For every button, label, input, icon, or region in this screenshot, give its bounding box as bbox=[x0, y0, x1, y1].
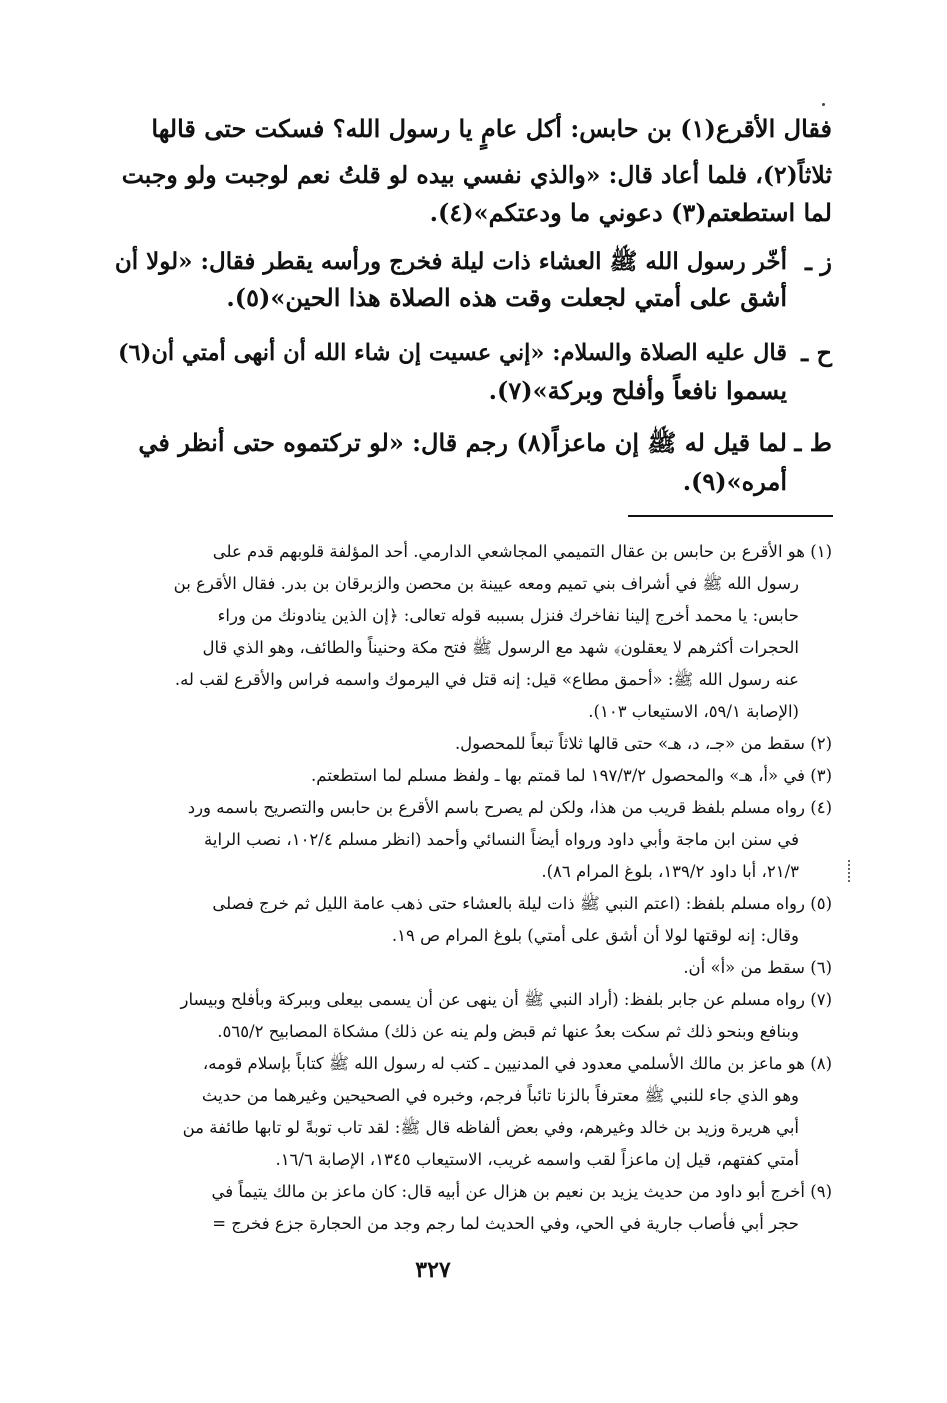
footnote-line: أمتي كفتهم، قيل إن ماعزاً لقب واسمه غريب، الاستيعاب ١٣٤٥، الإصابة ١٦/٦. bbox=[275, 1150, 799, 1169]
item-label-zay: ز ـ bbox=[805, 247, 832, 276]
footnote-line: عنه رسول الله ﷺ: «أحمق مطاع» قيل: إنه قتل في اليرموك واسمه فراس والأقرع لقب له. bbox=[174, 670, 799, 689]
footnote-line: (٣) في «أ، هـ» والمحصول ١٩٧/٣/٢ لما قمتم بها ـ ولفظ مسلم لما استطعتم. bbox=[311, 766, 832, 785]
footnote-line: في سنن ابن ماجة وأبي داود ورواه أيضاً النسائي وأحمد (انظر مسلم ١٠٢/٤، نصب الراية bbox=[204, 830, 799, 849]
item-label-ha: ح ـ bbox=[801, 338, 832, 367]
footnote-line: الحجرات أكثرهم لا يعقلون﴾ شهد مع الرسول ﷺ فتح مكة وحنيناً والطائف، وهو الذي قال bbox=[202, 638, 799, 657]
footnote-line: (٧) رواه مسلم عن جابر بلفظ: (أراد النبي ﷺ أن ينهى عن أن يسمى بيعلى وببركة وبأفلح وبيسار bbox=[180, 990, 832, 1009]
footnote-line: (٥) رواه مسلم بلفظ: (اعتم النبي ﷺ ذات ليلة بالعشاء حتى ذهب عامة الليل ثم خرج فصلى bbox=[212, 894, 832, 913]
page-number: ٣٢٧ bbox=[415, 1257, 451, 1283]
main-line: لما استطعتم(٣) دعوني ما ودعتكم»(٤). bbox=[429, 198, 832, 227]
footnote-line: (٩) أخرج أبو داود من حديث يزيد بن نعيم بن هزال عن أبيه قال: كان ماعز بن مالك يتيماً في bbox=[211, 1182, 832, 1201]
footnote-line: (٢) سقط من «جـ، د، هـ» حتى قالها ثلاثاً تبعاً للمحصول. bbox=[454, 734, 832, 753]
main-line: أشق على أمتي لجعلت وقت هذه الصلاة هذا الحين»(٥). bbox=[226, 283, 787, 312]
footnote-line: وقال: إنه لوقتها لولا أن أشق على أمتي) بلوغ المرام ص ١٩. bbox=[391, 926, 799, 945]
main-line: فقال الأقرع(١) بن حابس: أكل عامٍ يا رسول الله؟ فسكت حتى قالها bbox=[151, 114, 832, 143]
margin-mark bbox=[848, 860, 852, 882]
main-line: ثلاثاً(٢)، فلما أعاد قال: «والذي نفسي بيده لو قلتُ نعم لوجبت ولو وجبت bbox=[121, 161, 832, 189]
footnote-line: (٦) سقط من «أ» أن. bbox=[683, 958, 832, 977]
main-line: قال عليه الصلاة والسلام: «إني عسيت إن شاء الله أن أنهى أمتي أن(٦) bbox=[117, 340, 787, 366]
footnote-line: (٨) هو ماعز بن مالك الأسلمي معدود في المدنيين ـ كتب له رسول الله ﷺ كتاباً بإسلام قومه، bbox=[202, 1054, 832, 1073]
footnote-line: ٢١/٣، أبا داود ١٣٩/٢، بلوغ المرام ٨٦). bbox=[541, 862, 799, 881]
main-line: أخّر رسول الله ﷺ العشاء ذات ليلة فخرج ورأسه يقطر فقال: «لولا أن bbox=[114, 248, 787, 275]
item-label-ta: ط ـ bbox=[794, 428, 832, 457]
main-line: يسموا نافعاً وأفلح وبركة»(٧). bbox=[488, 376, 787, 405]
footnote-line: (٤) رواه مسلم بلفظ قريب من هذا، ولكن لم يصرح باسم الأقرع بن حابس والتصريح باسمه ورد bbox=[187, 798, 832, 817]
footnote-line: وهو الذي جاء للنبي ﷺ معترفاً بالزنا تائباً فرجم، وخبره في الصحيحين وغيرهما من حديث bbox=[201, 1086, 799, 1105]
footnote-line: (الإصابة ٥٩/١، الاستيعاب ١٠٣). bbox=[588, 702, 799, 721]
footnote-line: وبنافع وبنحو ذلك ثم سكت بعدُ عنها ثم قبض ولم ينه عن ذلك) مشكاة المصابيح ٥٦٥/٢. bbox=[217, 1022, 799, 1041]
footnote-line: أبي هريرة وزيد بن خالد وغيرهم، وفي بعض ألفاظه قال ﷺ: لقد تاب توبةً لو تابها طائفة من bbox=[182, 1118, 799, 1137]
main-line: لما قيل له ﷺ إن ماعزاً(٨) رجم قال: «لو تركتموه حتى أنظر في bbox=[138, 428, 787, 457]
footnote-line: حجر أبي فأصاب جارية في الحي، وفي الحديث لما رجم وجد من الحجارة جزع فخرج = bbox=[212, 1214, 799, 1233]
main-line: أمره»(٩). bbox=[682, 467, 787, 496]
footnote-separator bbox=[628, 515, 833, 517]
footnote-line: (١) هو الأقرع بن حابس بن عقال التميمي المجاشعي الدارمي. أحد المؤلفة قلوبهم قدم على bbox=[212, 542, 832, 561]
footnote-line: رسول الله ﷺ في أشراف بني تميم ومعه عيينة بن محصن والزبرقان بن بدر. فقال الأقرع بن bbox=[173, 574, 799, 593]
footnote-line: حابس: يا محمد أخرج إلينا نفاخرك فنزل بسببه قوله تعالى: ﴿إن الذين ينادونك من وراء bbox=[217, 606, 799, 625]
